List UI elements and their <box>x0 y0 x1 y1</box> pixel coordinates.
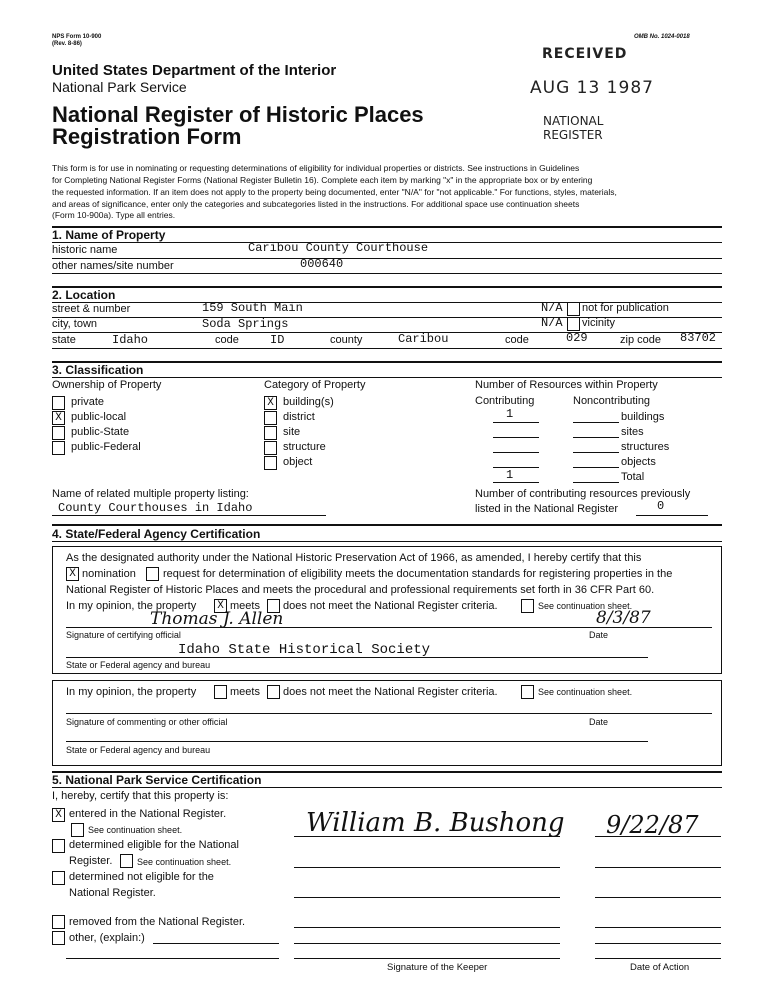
entered-continuation-checkbox[interactable] <box>71 823 84 837</box>
not-for-publication-checkbox[interactable] <box>567 302 580 316</box>
commenting-meets-checkbox[interactable] <box>214 685 227 699</box>
keeper-line-4 <box>294 927 560 928</box>
nps-cert-intro: I, hereby, certify that this property is: <box>52 790 229 802</box>
agency-line <box>66 657 648 658</box>
commenting-does-not-meet-label: does not meet the National Register criteria. <box>283 686 498 698</box>
eligible-continuation-label: See continuation sheet. <box>137 857 232 867</box>
zip-value[interactable]: 83702 <box>680 331 717 345</box>
ownership-public-local-label: public-local <box>71 411 127 423</box>
commenting-signature-line <box>66 713 712 714</box>
other-names-rule <box>52 273 722 274</box>
nomination-label: nomination <box>82 568 136 580</box>
category-district-checkbox[interactable] <box>264 411 277 425</box>
commenting-continuation-checkbox[interactable] <box>521 685 534 699</box>
resources-objects-label: objects <box>621 456 656 468</box>
contributing-buildings-line <box>493 422 539 423</box>
certifying-signature-line <box>66 627 712 628</box>
commenting-agency-line <box>66 741 648 742</box>
noncontributing-sites-line <box>573 437 619 438</box>
vicinity-checkbox[interactable] <box>567 317 580 331</box>
category-building-label: building(s) <box>283 396 334 408</box>
city-label: city, town <box>52 318 98 330</box>
not-for-publication-label: not for publication <box>582 302 669 314</box>
stamp-register: REGISTER <box>543 128 603 142</box>
ownership-public-state-checkbox[interactable] <box>52 426 65 440</box>
ownership-private-checkbox[interactable] <box>52 396 65 410</box>
resources-heading: Number of Resources within Property <box>475 379 658 391</box>
intro-line2: for Completing National Register Forms (National Register Bulletin 16). Complete each item by marking "x" in the appropriate box or by entering <box>52 175 593 185</box>
city-rule <box>52 332 722 333</box>
ownership-public-local-checkbox[interactable]: X <box>52 411 65 425</box>
other-checkbox[interactable] <box>52 931 65 945</box>
cert-text-line2: request for determination of eligibility meets the documentation standards for registering properties in the <box>163 568 673 580</box>
category-object-checkbox[interactable] <box>264 456 277 470</box>
action-line-1 <box>595 836 721 837</box>
stamp-received: RECEIVED <box>542 46 628 62</box>
action-line-6 <box>595 958 721 959</box>
opinion-text: In my opinion, the property <box>66 600 197 612</box>
determined-eligible-label-line1: determined eligible for the National <box>69 839 239 851</box>
intro-line4: and areas of significance, enter only the categories and subcategories listed in the instructions. For additional space use continuation sheets <box>52 199 580 209</box>
certifying-signature: Thomas J. Allen <box>150 609 284 629</box>
resources-sites-label: sites <box>621 426 644 438</box>
state-code-value[interactable]: ID <box>270 333 285 347</box>
contributing-total-value[interactable]: 1 <box>506 468 514 482</box>
omb-number: OMB No. 1024-0018 <box>634 34 690 40</box>
form-revision: (Rev. 8-86) <box>52 41 82 47</box>
historic-name-label: historic name <box>52 244 118 256</box>
noncontributing-total-line <box>573 482 619 483</box>
section5-rule <box>52 787 722 788</box>
determination-request-checkbox[interactable] <box>146 567 159 581</box>
certifying-date: 8/3/87 <box>596 608 651 628</box>
section3-heading: 3. Classification <box>52 363 144 377</box>
entered-continuation-label: See continuation sheet. <box>88 825 183 835</box>
determined-not-eligible-label-line2: National Register. <box>69 887 156 899</box>
previously-listed-line <box>636 515 708 516</box>
county-code-value[interactable]: 029 <box>566 331 588 345</box>
multiple-property-line <box>52 515 326 516</box>
removed-label: removed from the National Register. <box>69 916 246 928</box>
contributing-heading: Contributing <box>475 395 535 407</box>
contributing-objects-line <box>493 467 539 468</box>
commenting-opinion-text: In my opinion, the property <box>66 686 197 698</box>
category-structure-label: structure <box>283 441 326 453</box>
street-value[interactable]: 159 South Main <box>202 301 303 315</box>
category-district-label: district <box>283 411 315 423</box>
state-value[interactable]: Idaho <box>112 333 149 347</box>
street-rule <box>52 317 722 318</box>
noncontributing-objects-line <box>573 467 619 468</box>
section5-heading: 5. National Park Service Certification <box>52 773 262 787</box>
ownership-heading: Ownership of Property <box>52 379 162 391</box>
meets-label: meets <box>230 600 260 612</box>
certifying-signature-label: Signature of certifying official <box>66 630 181 640</box>
state-label: state <box>52 334 76 346</box>
continuation-sheet-label: See continuation sheet. <box>538 601 633 611</box>
removed-checkbox[interactable] <box>52 915 65 929</box>
section1-heading: 1. Name of Property <box>52 228 166 242</box>
keeper-line-1 <box>294 836 560 837</box>
continuation-sheet-checkbox[interactable] <box>521 599 534 613</box>
ownership-private-label: private <box>71 396 105 408</box>
eligible-continuation-checkbox[interactable] <box>120 854 133 868</box>
contributing-sites-line <box>493 437 539 438</box>
section4-rule <box>52 541 722 542</box>
city-value[interactable]: Soda Springs <box>202 317 289 331</box>
category-heading: Category of Property <box>264 379 366 391</box>
keeper-line-2 <box>294 867 560 868</box>
form-number: NPS Form 10-900 <box>52 34 102 40</box>
action-date: 9/22/87 <box>606 811 699 839</box>
agency-value[interactable]: Idaho State Historical Society <box>178 642 431 658</box>
commenting-continuation-label: See continuation sheet. <box>538 687 633 697</box>
department-name: United States Department of the Interior <box>52 62 337 79</box>
action-date-label: Date of Action <box>630 962 690 973</box>
category-site-checkbox[interactable] <box>264 426 277 440</box>
form-title-line2: Registration Form <box>52 124 242 149</box>
historic-name-value[interactable]: Caribou County Courthouse <box>248 241 429 255</box>
meets-checkbox[interactable]: X <box>214 599 227 613</box>
commenting-does-not-meet-checkbox[interactable] <box>267 685 280 699</box>
does-not-meet-label: does not meet the National Register criteria. <box>283 600 498 612</box>
stamp-national: NATIONAL <box>543 114 604 128</box>
previously-listed-label-line2: listed in the National Register <box>475 503 619 515</box>
previously-listed-value[interactable]: 0 <box>657 499 665 513</box>
keeper-line-3 <box>294 897 560 898</box>
entered-label: entered in the National Register. <box>69 808 227 820</box>
action-line-3 <box>595 897 721 898</box>
commenting-signature-label: Signature of commenting or other official <box>66 717 228 727</box>
zip-label: zip code <box>620 334 661 346</box>
entered-checkbox[interactable]: X <box>52 808 65 822</box>
keeper-signature-label: Signature of the Keeper <box>387 962 488 973</box>
keeper-line-5 <box>294 943 560 944</box>
ownership-public-federal-checkbox[interactable] <box>52 441 65 455</box>
ownership-public-federal-label: public-Federal <box>71 441 141 453</box>
other-label: other, (explain:) <box>69 932 145 944</box>
county-code-label: code <box>505 334 529 346</box>
vicinity-label: vicinity <box>582 317 616 329</box>
section4-heading: 4. State/Federal Agency Certification <box>52 527 261 541</box>
historic-name-rule <box>52 258 722 259</box>
determined-eligible-label-line2: Register. <box>69 855 113 867</box>
noncontributing-buildings-line <box>573 422 619 423</box>
section2-top-rule <box>52 286 722 288</box>
intro-line1: This form is for use in nominating or requesting determinations of eligibility for individual properties or districts. See instructions in Guidelines <box>52 163 580 173</box>
contributing-buildings-value[interactable]: 1 <box>506 407 514 421</box>
section3-top-rule <box>52 361 722 363</box>
resources-buildings-label: buildings <box>621 411 665 423</box>
na-publication-value[interactable]: N/A <box>541 301 563 315</box>
resources-structures-label: structures <box>621 441 670 453</box>
nomination-checkbox[interactable]: X <box>66 567 79 581</box>
state-code-label: code <box>215 334 239 346</box>
noncontributing-structures-line <box>573 452 619 453</box>
determined-eligible-checkbox[interactable] <box>52 839 65 853</box>
determined-not-eligible-checkbox[interactable] <box>52 871 65 885</box>
section4-top-rule <box>52 524 722 526</box>
other-explain-line <box>153 943 279 944</box>
keeper-signature: William B. Bushong <box>306 808 565 838</box>
other-names-value[interactable]: 000640 <box>300 257 344 271</box>
other-names-label: other names/site number <box>52 260 174 272</box>
intro-line5: (Form 10-900a). Type all entries. <box>52 210 176 220</box>
multiple-property-label: Name of related multiple property listing: <box>52 488 249 500</box>
agency-label: State or Federal agency and bureau <box>66 660 211 670</box>
contributing-total-line <box>493 482 539 483</box>
certifying-date-label: Date <box>589 630 609 640</box>
section2-heading: 2. Location <box>52 288 116 302</box>
cert-text-line1: As the designated authority under the National Historic Preservation Act of 1966, as amended, I hereby certify that this <box>66 552 642 564</box>
commenting-date-label: Date <box>589 717 609 727</box>
action-line-4 <box>595 927 721 928</box>
commenting-meets-label: meets <box>230 686 260 698</box>
form-title-line1: National Register of Historic Places <box>52 102 424 127</box>
contributing-structures-line <box>493 452 539 453</box>
street-label: street & number <box>52 303 131 315</box>
resources-total-label: Total <box>621 471 645 483</box>
multiple-property-value[interactable]: County Courthouses in Idaho <box>58 501 253 515</box>
category-object-label: object <box>283 456 313 468</box>
intro-line3: the requested information. If an item does not apply to the property being documented, enter "N/A" for "not applicable." For functions, styles, materials, <box>52 187 617 197</box>
service-name: National Park Service <box>52 79 187 95</box>
county-value[interactable]: Caribou <box>398 332 449 346</box>
cert-text-line3: National Register of Historic Places and meets the procedural and professional requirements set forth in 36 CFR Part 60. <box>66 584 655 596</box>
na-vicinity-value[interactable]: N/A <box>541 316 563 330</box>
previously-listed-label-line1: Number of contributing resources previously <box>475 488 691 500</box>
category-site-label: site <box>283 426 301 438</box>
county-label: county <box>330 334 363 346</box>
action-line-2 <box>595 867 721 868</box>
section3-rule <box>52 377 722 378</box>
other-explain-line2 <box>66 958 279 959</box>
noncontributing-heading: Noncontributing <box>573 395 651 407</box>
category-structure-checkbox[interactable] <box>264 441 277 455</box>
keeper-line-6 <box>294 958 560 959</box>
stamp-date: AUG 13 1987 <box>530 78 654 98</box>
ownership-public-state-label: public-State <box>71 426 130 438</box>
commenting-agency-label: State or Federal agency and bureau <box>66 745 211 755</box>
determined-not-eligible-label-line1: determined not eligible for the <box>69 871 214 883</box>
state-rule <box>52 348 722 349</box>
action-line-5 <box>595 943 721 944</box>
category-building-checkbox[interactable]: X <box>264 396 277 410</box>
